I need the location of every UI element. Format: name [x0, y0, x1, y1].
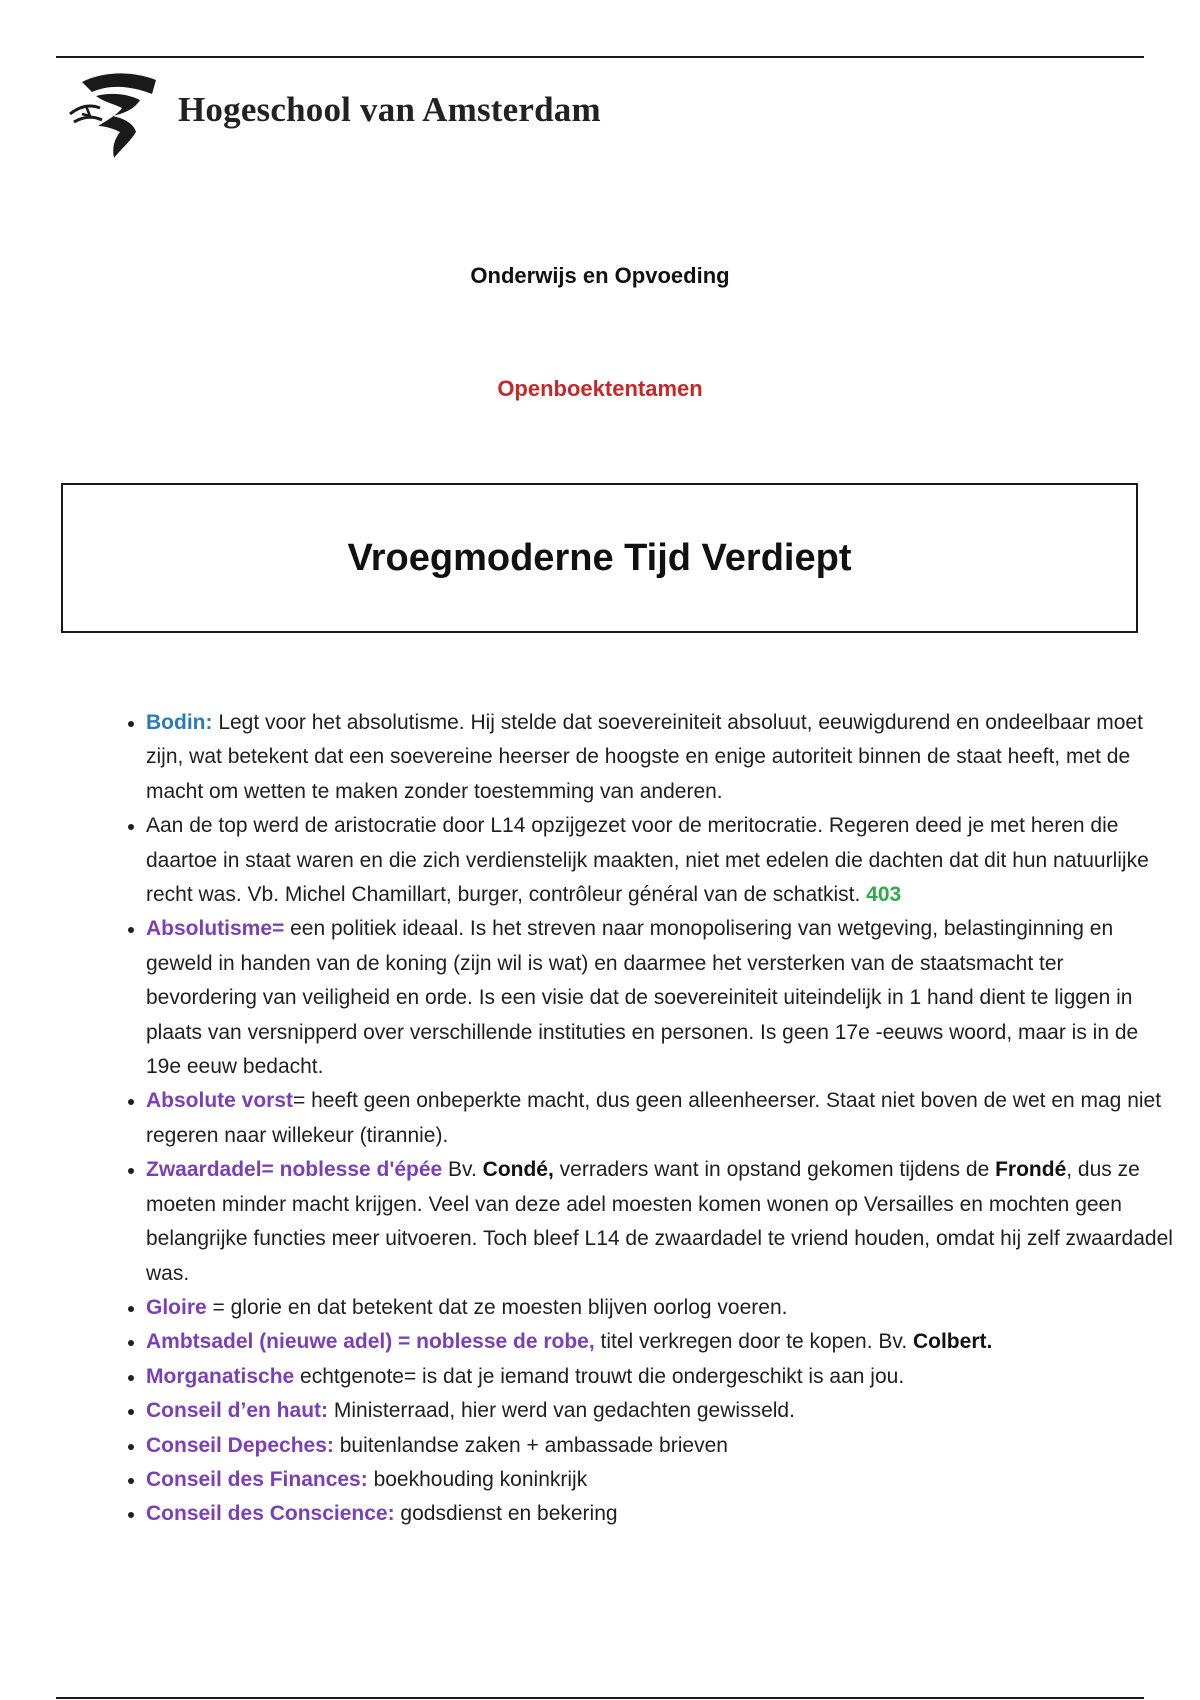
note-text: Legt voor het absolutisme. Hij stelde dat soevereiniteit absoluut, eeuwigdurend en ondeelbaar moet zijn, wat betekent dat een soevereine heerser de hoogste en enige autoriteit binnen de staat heeft, met de macht om wetten te maken zonder toestemming van anderen. — [146, 711, 1143, 803]
term-label: Zwaardadel= noblesse d'épée — [146, 1158, 443, 1182]
list-item — [146, 912, 1176, 1084]
list-item — [146, 706, 1176, 809]
term-label: Conseil des Conscience: — [146, 1502, 395, 1526]
list-item — [146, 1429, 1176, 1463]
list-item — [146, 1394, 1176, 1428]
term-label: Conseil d’en haut: — [146, 1399, 329, 1423]
note-text: titel verkregen door te kopen. Bv. — [594, 1330, 913, 1354]
note-text: = heeft geen onbeperkte macht, dus geen alleenheerser. Staat niet boven de wet en mag niet regeren naar willekeur (tirannie). — [146, 1089, 1162, 1147]
term-label: Bodin: — [146, 711, 213, 734]
note-text: = glorie en dat betekent dat ze moesten blijven oorlog voeren. — [206, 1295, 788, 1319]
list-item — [146, 1497, 1176, 1531]
term-label: Morganatische — [146, 1364, 295, 1388]
institution-name: Hogeschool van Amsterdam — [178, 90, 601, 129]
term-label: Conseil des Finances: — [146, 1467, 368, 1491]
note-text: godsdienst en bekering — [394, 1502, 618, 1526]
note-text: , dus ze moeten minder macht krijgen. Veel van deze adel moesten komen wonen op Versailles en mochten geen belangrijke functies meer uitvoeren. Toch bleef L14 de zwaardadel te vriend houden, omdat hij zelf zwaardadel was. — [146, 1158, 1173, 1285]
bold-name: Colbert. — [912, 1330, 993, 1354]
bold-name: Condé, — [482, 1158, 554, 1182]
institution-logo — [68, 70, 601, 160]
hva-flame-logo-icon — [68, 70, 164, 160]
note-text: boekhouding koninkrijk — [367, 1467, 588, 1491]
note-text: echtgenote= is dat je iemand trouwt die ondergeschikt is aan jou. — [294, 1364, 905, 1388]
list-item — [146, 1325, 1176, 1359]
term-label: Gloire — [146, 1295, 207, 1319]
top-divider — [56, 56, 1144, 58]
list-item — [146, 1360, 1176, 1394]
term-label: Conseil Depeches: — [146, 1433, 334, 1457]
term-label: Ambtsadel (nieuwe adel) = noblesse de robe, — [146, 1330, 595, 1354]
note-text: verraders want in opstand gekomen tijdens de — [553, 1158, 996, 1182]
list-item — [146, 1291, 1176, 1325]
page-reference: 403 — [866, 883, 902, 907]
term-label: Absolute vorst — [146, 1089, 294, 1113]
list-item — [146, 1463, 1176, 1497]
page-title: Vroegmoderne Tijd Verdiept — [347, 536, 852, 579]
department-label: Onderwijs en Opvoeding — [470, 263, 730, 288]
list-item — [146, 809, 1176, 912]
list-item — [146, 1153, 1176, 1291]
exam-type-label: Openboektentamen — [497, 376, 703, 401]
bottom-divider — [56, 1697, 1144, 1699]
notes-list — [100, 706, 1176, 1532]
title-box — [61, 483, 1138, 633]
note-text: Ministerraad, hier werd van gedachten gewisseld. — [328, 1399, 795, 1423]
bold-name: Frondé — [995, 1158, 1067, 1182]
list-item — [146, 1084, 1176, 1153]
note-text: buitenlandse zaken + ambassade brieven — [333, 1433, 728, 1457]
note-text: een politiek ideaal. Is het streven naar monopolisering van wetgeving, belastinginning en geweld in handen van de koning (zijn wil is wat) en daarmee het versterken van de staatsmacht ter bevordering van veiligheid en orde. Is een visie dat de soevereiniteit uiteindelijk in 1 hand dient te liggen in plaats van versnipperd over verschillende instituties en personen. Is geen 17e -eeuws woord, maar is in de 19e eeuw bedacht. — [146, 917, 1139, 1079]
note-text: Aan de top werd de aristocratie door L14 opzijgezet voor de meritocratie. Regeren deed je met heren die daartoe in staat waren en die zich verdienstelijk maakten, niet met edelen die dachten dat dit hun natuurlijke recht was. Vb. Michel Chamillart, burger, contrôleur général van de schatkist. — [146, 814, 1149, 907]
note-text: Bv. — [442, 1158, 483, 1182]
term-label: Absolutisme= — [146, 917, 285, 941]
